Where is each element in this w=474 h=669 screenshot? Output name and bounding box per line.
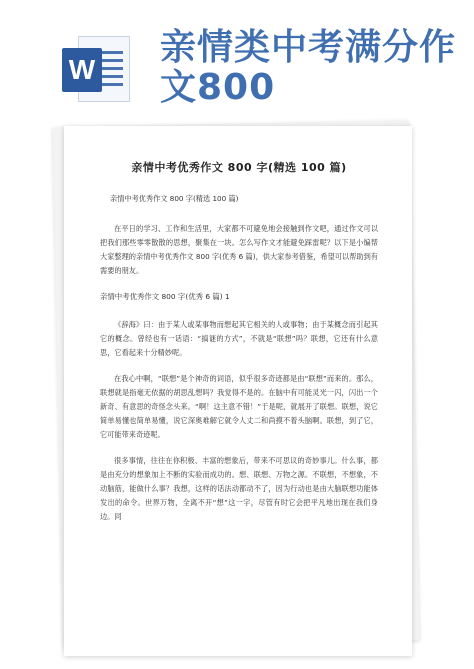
section-heading: 亲情中考优秀作文 800 字(优秀 6 篇) 1 [100, 292, 230, 301]
hero-title: 亲情类中考满分作文800 [160, 27, 457, 108]
document-title: 亲情中考优秀作文 800 字(精选 100 篇) [131, 161, 347, 174]
document-page [64, 126, 412, 656]
body-paragraph: 在我心中啊，“联想”是个神奇的词语，似乎很多奇迹都是由“联想”而来的。那么，联想就是指毫无依据的胡思乱想吗？我觉得不是的。在脑中有可能灵光一闪，闪出一个新奇、有意思的奇怪念头来。“啊！这主意不错！”于是呢，就展开了联想。联想，说它简单易懂也简单易懂，说它深奥难解它就令人丈二和尚摸不着头脑啊。联想，到了它，它可能带来奇迹呢。 [100, 374, 378, 439]
body-paragraph: 《辞海》曰：由于某人或某事物而想起其它相关的人或事物；由于某概念而引起其它的概念。曾经也有一话语：“搞谜的方式”，不就是“联想”吗？联想，它还有什么意思，它看起来十分精妙呢。 [100, 320, 378, 357]
document-subtitle: 亲情中考优秀作文 800 字(精选 100 篇) [110, 194, 239, 203]
hero-banner [0, 0, 474, 115]
word-document-icon [62, 36, 130, 102]
word-letter-badge: W [62, 48, 102, 92]
intro-paragraph: 在平日的学习、工作和生活里，大家都不可避免地会接触到作文吧，通过作文可以把我们那些零零散散的思想，聚集在一块。怎么写作文才能避免踩雷呢？以下是小编帮大家整理的亲情中考优秀作文 800 字(优秀 6 篇)，供大家参考借鉴，希望可以帮助到有需要的朋友。 [100, 224, 378, 275]
body-paragraph: 很多事情，往往在你积极、丰富的想象后，带来不可思议的奇妙事儿。什么事，都是由充分的想象加上不断的实验而成功的。想、联想、万物之源。不联想，不想象，不动脑筋，能做什么事？我想，这样的话法动都动不了，因为行动也是由大脑联想功能体发出的命令。世界万物，全离不开“想”这一字，尽管有时它会把平凡地出现在我们身边。同 [100, 456, 378, 521]
